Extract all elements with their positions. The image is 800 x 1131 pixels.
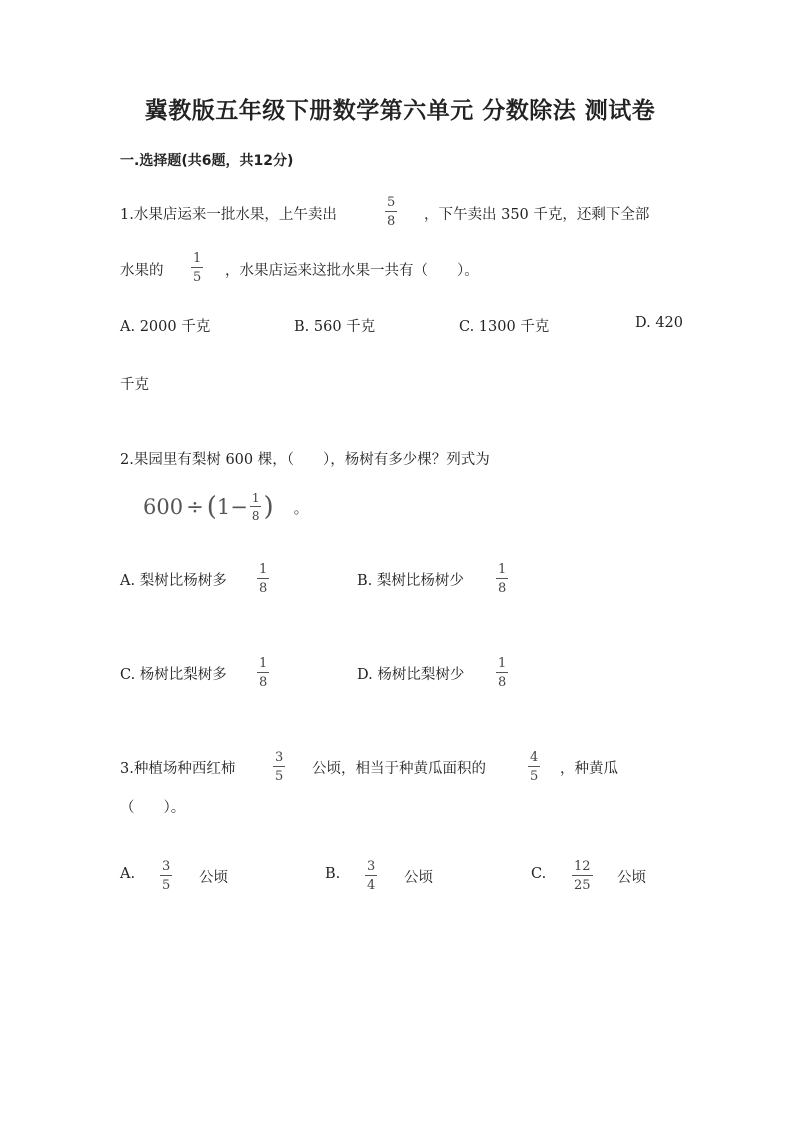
q3-fraction-b xyxy=(528,751,540,783)
option-label: C. 杨树比梨树多 xyxy=(120,667,227,683)
fraction-denominator: 4 xyxy=(367,878,376,893)
formula-period: 。 xyxy=(293,498,309,517)
option-fraction xyxy=(257,657,269,689)
open-paren: ( xyxy=(206,492,217,522)
formula-fraction xyxy=(250,492,262,522)
q2-formula xyxy=(143,492,309,522)
q1-fraction-b xyxy=(191,252,203,284)
option-fraction xyxy=(496,657,508,689)
fraction-denominator: 5 xyxy=(193,270,202,285)
q1-text-a: 1.水果店运来一批水果，上午卖出 xyxy=(120,207,337,223)
option-label: C. xyxy=(531,866,547,882)
fraction-numerator: 1 xyxy=(259,562,268,577)
q1-option-b[interactable]: B. 560 千克 xyxy=(294,319,376,335)
fraction-numerator: 1 xyxy=(498,562,507,577)
option-fraction xyxy=(496,563,508,595)
divide-sign: ÷ xyxy=(186,495,204,519)
close-paren: ) xyxy=(263,492,274,522)
fraction-numerator: 5 xyxy=(387,195,396,210)
q1-option-a[interactable]: A. 2000 千克 xyxy=(120,319,211,335)
option-unit: 公顷 xyxy=(617,870,646,886)
q1-option-d-continued: 千克 xyxy=(120,377,149,393)
fraction-denominator: 5 xyxy=(162,878,171,893)
section-heading: 一.选择题(共6题，共12分) xyxy=(120,153,294,169)
fraction-numerator: 12 xyxy=(574,859,591,874)
q1-text-b: ，下午卖出 350 千克，还剩下全部 xyxy=(424,207,650,223)
fraction-numerator: 3 xyxy=(162,859,171,874)
fraction-denominator: 8 xyxy=(498,581,507,596)
page-title: 冀教版五年级下册数学第六单元 分数除法 测试卷 xyxy=(144,98,656,124)
q3-text-c: ，种黄瓜 xyxy=(560,761,618,777)
fraction-numerator: 4 xyxy=(530,750,539,765)
q1-text-c: 水果的 xyxy=(120,263,164,279)
fraction-denominator: 8 xyxy=(387,214,396,229)
fraction-denominator: 5 xyxy=(275,769,284,784)
q1-option-d[interactable]: D. 420 xyxy=(635,315,684,331)
q1-text-d: ，水果店运来这批水果一共有（ ）。 xyxy=(225,263,479,279)
fraction-denominator: 8 xyxy=(251,509,260,523)
option-label: D. 杨树比梨树少 xyxy=(357,667,465,683)
option-label: B. xyxy=(325,866,341,882)
option-fraction xyxy=(572,860,593,892)
q1-option-c[interactable]: C. 1300 千克 xyxy=(459,319,550,335)
option-label: B. 梨树比杨树少 xyxy=(357,573,464,589)
q3-text-d: （ ）。 xyxy=(120,800,186,816)
option-fraction xyxy=(160,860,172,892)
option-fraction xyxy=(257,563,269,595)
fraction-numerator: 3 xyxy=(367,859,376,874)
minus-sign: − xyxy=(230,495,248,519)
option-fraction xyxy=(365,860,377,892)
fraction-denominator: 8 xyxy=(498,675,507,690)
fraction-denominator: 8 xyxy=(259,581,268,596)
option-unit: 公顷 xyxy=(199,870,228,886)
q3-text-a: 3.种植场种西红柿 xyxy=(120,761,236,777)
option-unit: 公顷 xyxy=(404,870,433,886)
fraction-denominator: 5 xyxy=(530,769,539,784)
formula-one: 1 xyxy=(216,495,231,519)
option-label: A. xyxy=(120,866,136,882)
fraction-denominator: 25 xyxy=(574,878,591,893)
fraction-numerator: 1 xyxy=(498,656,507,671)
q3-fraction-a xyxy=(273,751,285,783)
fraction-numerator: 1 xyxy=(193,251,202,266)
fraction-denominator: 8 xyxy=(259,675,268,690)
q1-fraction-a xyxy=(385,196,397,228)
fraction-numerator: 3 xyxy=(275,750,284,765)
fraction-numerator: 1 xyxy=(251,491,260,505)
option-label: A. 梨树比杨树多 xyxy=(120,573,227,589)
fraction-numerator: 1 xyxy=(259,656,268,671)
q2-text-a: 2.果园里有梨树 600 棵，（ ），杨树有多少棵？列式为 xyxy=(120,452,490,468)
q3-text-b: 公顷，相当于种黄瓜面积的 xyxy=(312,761,486,777)
formula-number: 600 xyxy=(143,495,184,519)
